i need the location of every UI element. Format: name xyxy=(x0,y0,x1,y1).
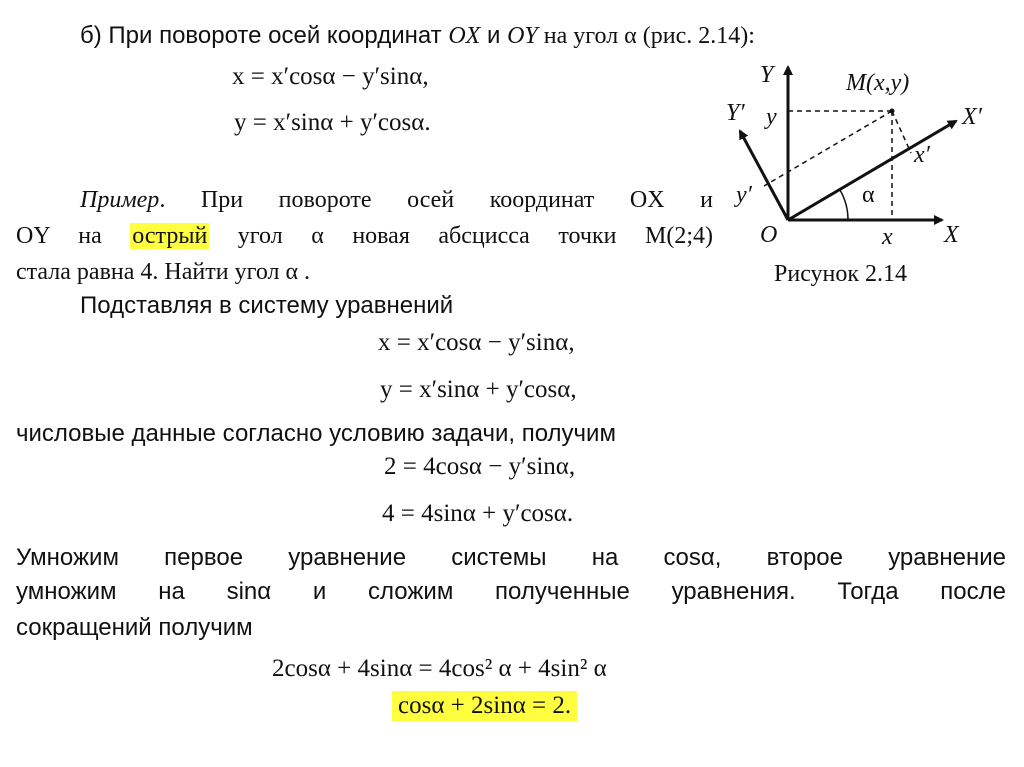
intro-line: б) При повороте осей координат OX и OY на угол α (рис. 2.14): xyxy=(80,22,755,49)
point-m xyxy=(890,109,895,114)
multiply-line3: сокращений получим xyxy=(16,614,253,641)
example-label: Пример xyxy=(80,187,160,213)
fig-label-X: X xyxy=(944,222,959,248)
formula-sum: 2cosα + 4sinα = 4cos² α + 4sin² α xyxy=(272,655,607,682)
fig-label-yprime: y′ xyxy=(736,182,752,208)
angle-arc xyxy=(840,190,848,220)
formula-num-b: 4 = 4sinα + y′cosα. xyxy=(382,500,574,527)
fig-label-Y: Y xyxy=(760,62,774,88)
fig-label-y: y xyxy=(766,104,777,130)
fig-label-x: x xyxy=(882,224,893,250)
formula-y-mid: y = x′sinα + y′cosα, xyxy=(380,376,577,403)
fig-label-xprime: x′ xyxy=(914,142,930,168)
fig-label-Xprime: X′ xyxy=(962,104,982,130)
example-line4: Подставляя в систему уравнений xyxy=(80,292,454,319)
example-line1: Пример. При повороте осей координат OX и xyxy=(80,187,713,213)
fig-label-O: O xyxy=(760,222,778,248)
example-line3: стала равна 4. Найти угол α . xyxy=(16,259,311,285)
formula-y-top: y = x′sinα + y′cosα. xyxy=(234,109,431,136)
fig-label-M: M(x,y) xyxy=(846,70,910,96)
formula-num-a: 2 = 4cosα − y′sinα, xyxy=(384,453,576,480)
highlight-acute: острый xyxy=(132,223,208,249)
fig-label-alpha: α xyxy=(862,182,875,208)
multiply-line2: умножим на sinα и сложим полученные уравнения. Тогда после xyxy=(16,578,1006,605)
multiply-line1: Умножим первое уравнение системы на cosα, второе уравнение xyxy=(16,544,1006,571)
dash-x-prime xyxy=(892,111,911,153)
figure-caption: Рисунок 2.14 xyxy=(774,261,908,287)
formula-x-mid: x = x′cosα − y′sinα, xyxy=(378,329,575,356)
data-line: числовые данные согласно условию задачи, получим xyxy=(16,420,616,447)
formula-final: cosα + 2sinα = 2. xyxy=(392,691,577,721)
fig-label-Yprime: Y′ xyxy=(726,100,745,126)
dash-y-prime xyxy=(764,111,892,186)
formula-x-top: x = x′cosα − y′sinα, xyxy=(232,63,429,90)
example-line2: OY на острый угол α новая абсцисса точки M(2;4) xyxy=(16,223,713,249)
